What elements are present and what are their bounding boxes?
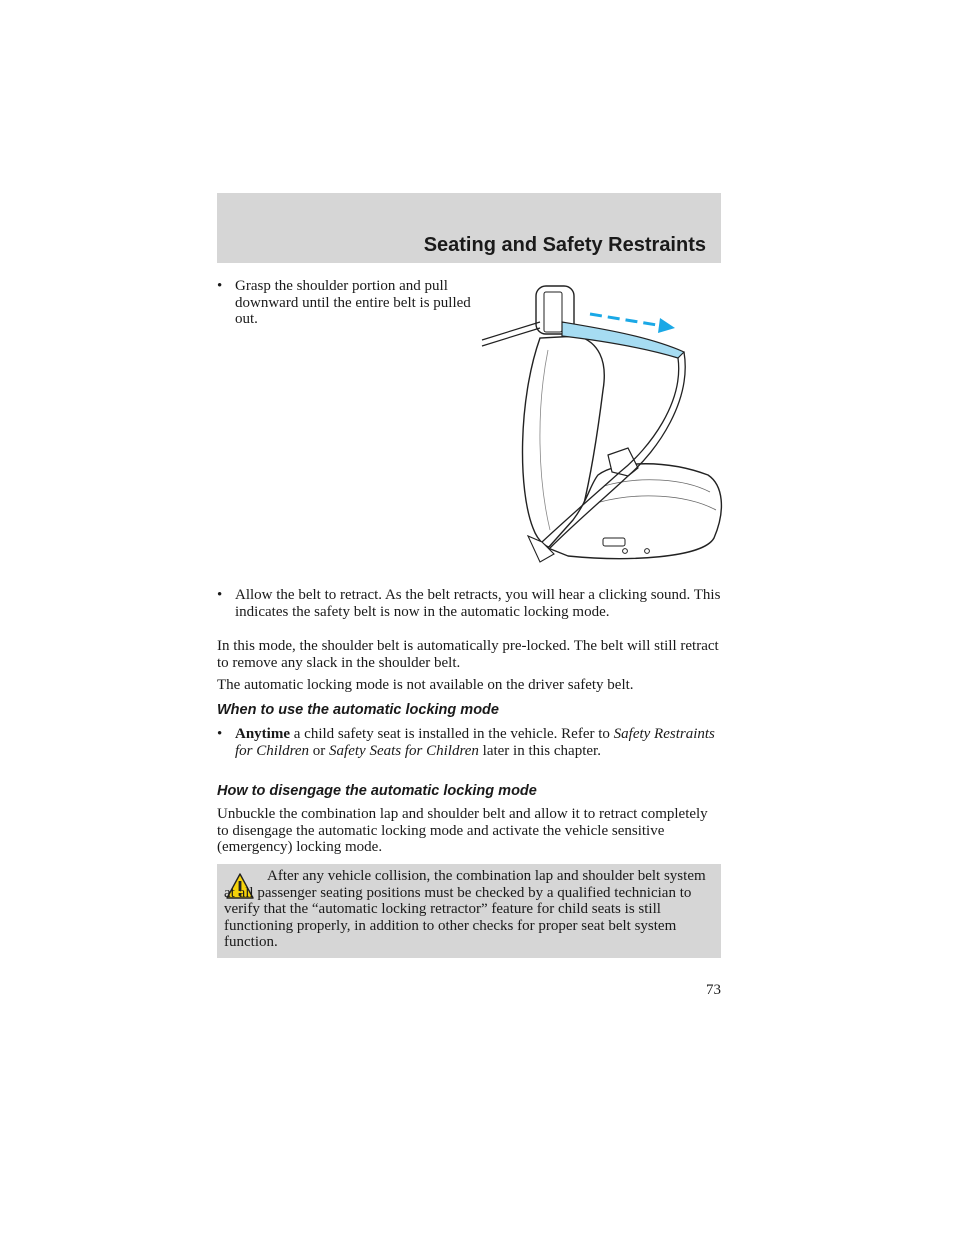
paragraph-unbuckle: Unbuckle the combination lap and shoulder belt and allow it to retract completely to disengage the automatic locking mode and activate the vehicle sensitive (emergency) locking mode. [217, 806, 708, 855]
bullet-dot: • [217, 278, 223, 294]
bullet-dot: • [217, 587, 223, 603]
bullet-grasp-shoulder [217, 278, 477, 328]
warning-text: After any vehicle collision, the combination lap and shoulder belt system at all passenger seating positions must be checked by a qualified technician to verify that the “automatic locking retractor” feature for child seats is still functioning properly, in addition to other checks for proper seat belt system function. [224, 868, 706, 950]
ref-safety-seats: Safety Seats for Children [329, 742, 479, 759]
page-number: 73 [706, 982, 721, 998]
warning-box [217, 864, 721, 958]
seat-belt-illustration [478, 280, 724, 570]
paragraph-mode: In this mode, the shoulder belt is automatically pre-locked. The belt will still retract to remove any slack in the shoulder belt. [217, 638, 719, 671]
bullet-allow-retract [217, 587, 721, 620]
bullet-anytime [217, 726, 721, 759]
anytime-text-3: later in this chapter. [478, 742, 601, 759]
bullet-grasp-text: Grasp the shoulder portion and pull downward until the entire belt is pulled out. [235, 278, 471, 327]
ref-safety-restraints: Safety Restraints for Children [235, 726, 715, 759]
paragraph-driver: The automatic locking mode is not available on the driver safety belt. [217, 677, 634, 693]
subhead-how-to-disengage: How to disengage the automatic locking mode [217, 783, 537, 799]
bullet-allow-text: Allow the belt to retract. As the belt retracts, you will hear a clicking sound. This indicates the safety belt is now in the automatic locking mode. [235, 587, 721, 620]
anytime-text-1: a child safety seat is installed in the vehicle. Refer to [290, 726, 614, 742]
section-title: Seating and Safety Restraints [423, 234, 706, 256]
anytime-bold: Anytime [235, 726, 290, 742]
anytime-text-2: or [309, 742, 330, 759]
section-header-band [217, 193, 721, 263]
bullet-dot: • [217, 726, 223, 742]
subhead-when-to-use: When to use the automatic locking mode [217, 702, 499, 718]
